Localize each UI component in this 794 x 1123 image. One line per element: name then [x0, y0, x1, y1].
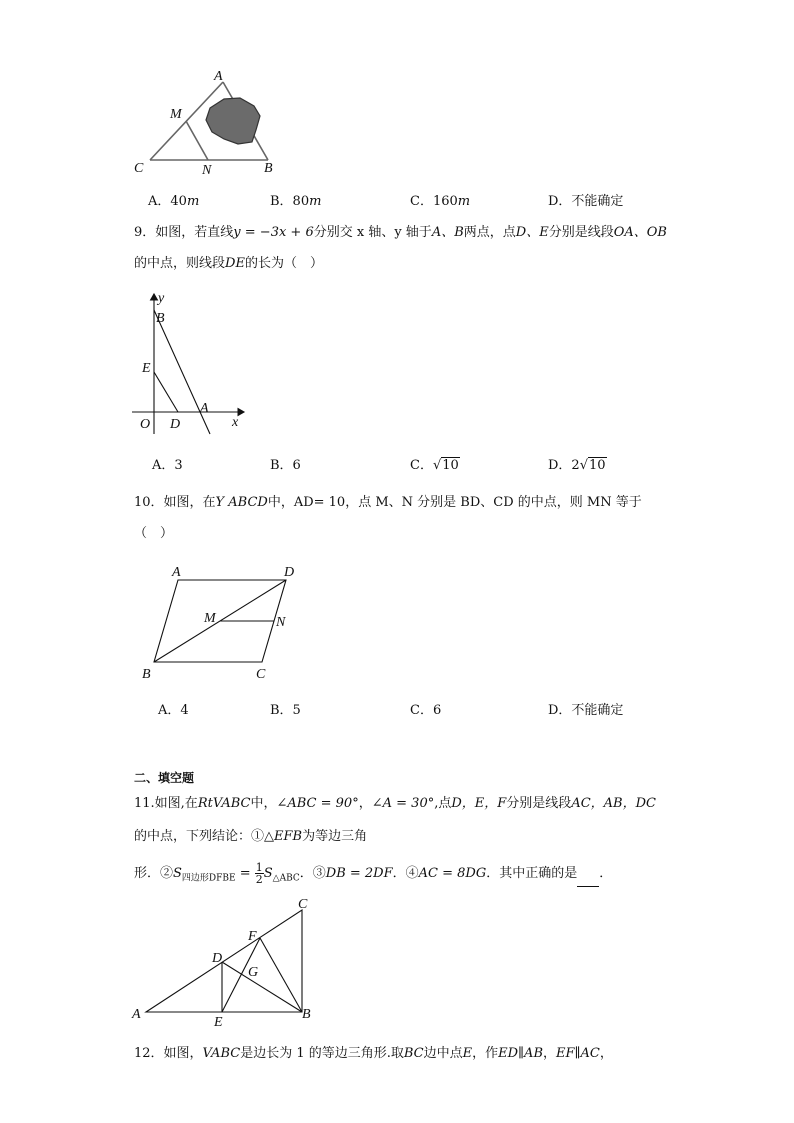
q11-label-e: E [214, 1015, 223, 1030]
q10-label-d: D [284, 565, 295, 580]
q11-segment-db [222, 962, 302, 1012]
q11-label-g: G [248, 965, 259, 980]
q8-label-b: B [264, 161, 273, 176]
q11-line3: 形．$②S_{四边形DFBE}$ = $\frac{1}{2}$ $S_{\triangle ABC}$．③DB = 2DF．④AC = 8DG．其中正确的是 ． [134, 861, 613, 886]
q9-label-o: O [140, 417, 151, 432]
q8-figure [128, 64, 288, 180]
q9-figure [128, 288, 258, 436]
q11-line1: 11.如图,在RtVABC中，∠ABC = 90°，∠A = 30°,点D，E，F分别是线段AC，AB，DC [134, 796, 656, 811]
q10-label-b: B [142, 667, 151, 682]
q9-label-x: x [232, 415, 239, 430]
q11-answer-blank[interactable] [577, 874, 599, 887]
q8-pond [206, 98, 260, 144]
q8-label-n: N [202, 163, 212, 178]
q11-fraction: $\frac{1}{2}$ [255, 861, 263, 886]
q11-label-a: A [132, 1007, 141, 1022]
q9-line1: 9．如图，若直线y = −3x + 6分别交 x 轴、y 轴于A、B两点，点D、E分别是线段OA、OB [134, 225, 667, 240]
q8-option-c[interactable]: C．160m [410, 194, 471, 209]
q9-label-y: y [158, 291, 165, 306]
q10-option-a[interactable]: A．4 [158, 703, 189, 718]
q9-option-c[interactable]: C．√10 [410, 458, 459, 473]
q9-label-b: B [156, 311, 165, 326]
q9-line-de [154, 372, 178, 412]
q11-label-d: D [212, 951, 223, 966]
q10-option-d[interactable]: D．不能确定 [548, 703, 624, 718]
q8-label-c: C [134, 161, 144, 176]
q9-option-d[interactable]: D．2√10 [548, 458, 606, 473]
q10-figure [138, 560, 308, 684]
q10-label-m: M [204, 611, 216, 626]
q10-line2: （ ） [134, 526, 174, 541]
q8-option-d[interactable]: D．不能确定 [548, 194, 624, 209]
q10-label-n: N [276, 615, 286, 630]
q11-segment-fb [260, 938, 302, 1012]
q9-option-a[interactable]: A．3 [152, 458, 183, 473]
q9-label-d: D [170, 417, 181, 432]
q8-option-a[interactable]: A．40m [148, 194, 200, 209]
q8-line-mn [186, 121, 208, 160]
q11-label-b: B [302, 1007, 311, 1022]
q9-option-b[interactable]: B．6 [270, 458, 301, 473]
q8-option-b[interactable]: B．80m [270, 194, 322, 209]
q9-line2: 的中点，则线段DE的长为（ ） [134, 256, 323, 271]
q11-line2: 的中点，下列结论：①△EFB为等边三角 [134, 829, 368, 844]
q11-label-f: F [248, 929, 257, 944]
q10-option-c[interactable]: C．6 [410, 703, 442, 718]
q10-line1: 10．如图，在Y ABCD中，AD= 10，点 M、N 分别是 BD、CD 的中点，则 MN 等于 [134, 495, 642, 510]
q12-line1: 12．如图，VABC是边长为 1 的等边三角形.取BC边中点E，作ED∥AB，EF∥AC， [134, 1046, 613, 1061]
q8-label-m: M [170, 107, 182, 122]
q11-label-c: C [298, 897, 308, 912]
section-title: 二、填空题 [134, 771, 195, 785]
q8-label-a: A [214, 69, 223, 84]
q10-label-a: A [172, 565, 181, 580]
q9-label-a: A [200, 401, 209, 416]
q10-label-c: C [256, 667, 266, 682]
q9-label-e: E [142, 361, 151, 376]
q11-triangle-abc [146, 910, 302, 1012]
q10-option-b[interactable]: B．5 [270, 703, 301, 718]
q11-figure [128, 896, 328, 1030]
